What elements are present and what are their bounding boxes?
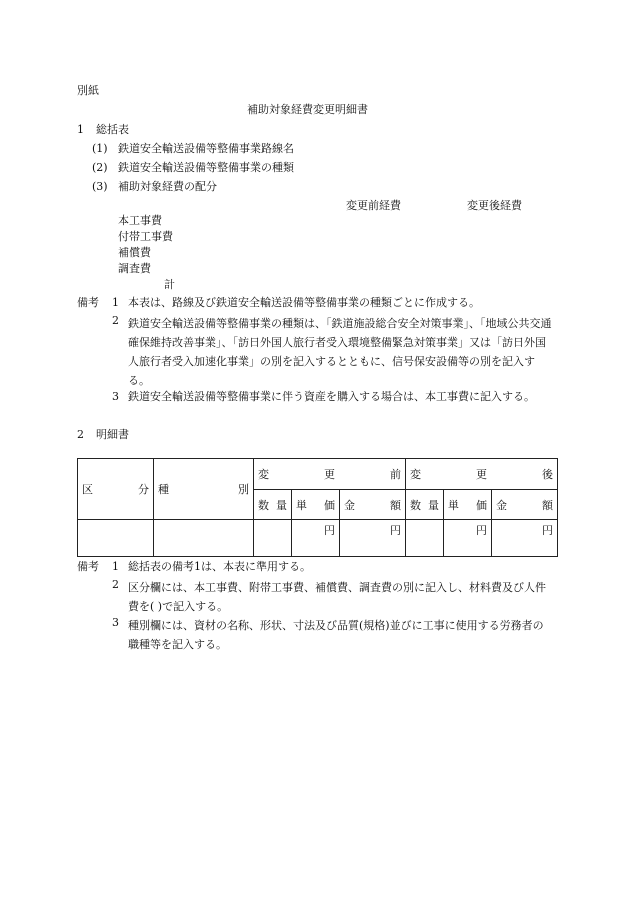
remark-text: 種別欄には、資材の名称、形状、寸法及び品質(規格)並びに工事に使用する労務者の職種等を記入する。 [128, 619, 544, 651]
header-amount: 金 額 [340, 490, 406, 520]
column-after-cost: 変更後経費 [467, 199, 522, 212]
section1-item-num: (3) [92, 180, 108, 193]
section2-number: 2 [77, 428, 84, 441]
remark-text: 総括表の備考1は、本表に準用する。 [128, 560, 311, 573]
cell-kubun [78, 520, 154, 557]
section1-item-text: 補助対象経費の配分 [118, 180, 217, 193]
cell-amount: 円 [492, 520, 558, 557]
header-quantity: 数 量 [406, 490, 444, 520]
section2-title: 明細書 [96, 428, 129, 441]
header-amount: 金 額 [492, 490, 558, 520]
remark-text: 鉄道安全輸送設備等整備事業に伴う資産を購入する場合は、本工事費に記入する。 [128, 390, 535, 403]
summary-row-label: 調査費 [118, 262, 151, 275]
cell-amount: 円 [340, 520, 406, 557]
section1-item-text: 鉄道安全輸送設備等整備事業路線名 [118, 142, 294, 155]
remark-num: 3 [112, 616, 119, 629]
summary-row-label: 本工事費 [118, 214, 162, 227]
remark-text: 本表は、路線及び鉄道安全輸送設備等整備事業の種類ごとに作成する。 [128, 296, 480, 309]
document-title: 補助対象経費変更明細書 [247, 103, 368, 116]
summary-row-label: 補償費 [118, 246, 151, 259]
section1-number: 1 [77, 123, 84, 136]
remark-num: 3 [112, 390, 119, 403]
column-before-cost: 変更前経費 [346, 199, 401, 212]
cell-shubetsu [154, 520, 254, 557]
header-unit-price: 単 価 [292, 490, 340, 520]
remarks-label: 備考 [77, 560, 99, 573]
header-after-change: 変 更 後 [406, 459, 558, 490]
header-quantity: 数 量 [254, 490, 292, 520]
remark-text: 区分欄には、本工事費、附帯工事費、補償費、調査費の別に記入し、材料費及び人件費を( )で記入する。 [128, 581, 546, 613]
section1-item-num: (2) [92, 161, 108, 174]
remark-num: 1 [112, 296, 119, 309]
summary-row-label: 付帯工事費 [118, 230, 173, 243]
remark-text: 鉄道安全輸送設備等整備事業の種類は、「鉄道施設総合安全対策事業」、「地域公共交通確保維持改善事業」、「訪日外国人旅行者受入環境整備緊急対策事業」又は「訪日外国人旅行者受入加速化事業」の別を記入するとともに、信号保安設備等の別を記入する。 [128, 317, 552, 387]
section1-item-text: 鉄道安全輸送設備等整備事業の種類 [118, 161, 294, 174]
attachment-label: 別紙 [77, 84, 99, 97]
detail-table [77, 458, 558, 557]
header-before-change: 変 更 前 [254, 459, 406, 490]
header-shubetsu: 種 別 [154, 459, 254, 520]
cell-unit-price: 円 [444, 520, 492, 557]
remark-num: 2 [112, 314, 119, 327]
summary-total-label: 計 [164, 278, 175, 291]
cell-quantity [254, 520, 292, 557]
header-kubun: 区 分 [78, 459, 154, 520]
remarks-label: 備考 [77, 296, 99, 309]
section1-title: 総括表 [96, 123, 129, 136]
header-unit-price: 単 価 [444, 490, 492, 520]
section1-item-num: (1) [92, 142, 108, 155]
remark-num: 1 [112, 560, 119, 573]
cell-quantity [406, 520, 444, 557]
cell-unit-price: 円 [292, 520, 340, 557]
remark-num: 2 [112, 578, 119, 591]
